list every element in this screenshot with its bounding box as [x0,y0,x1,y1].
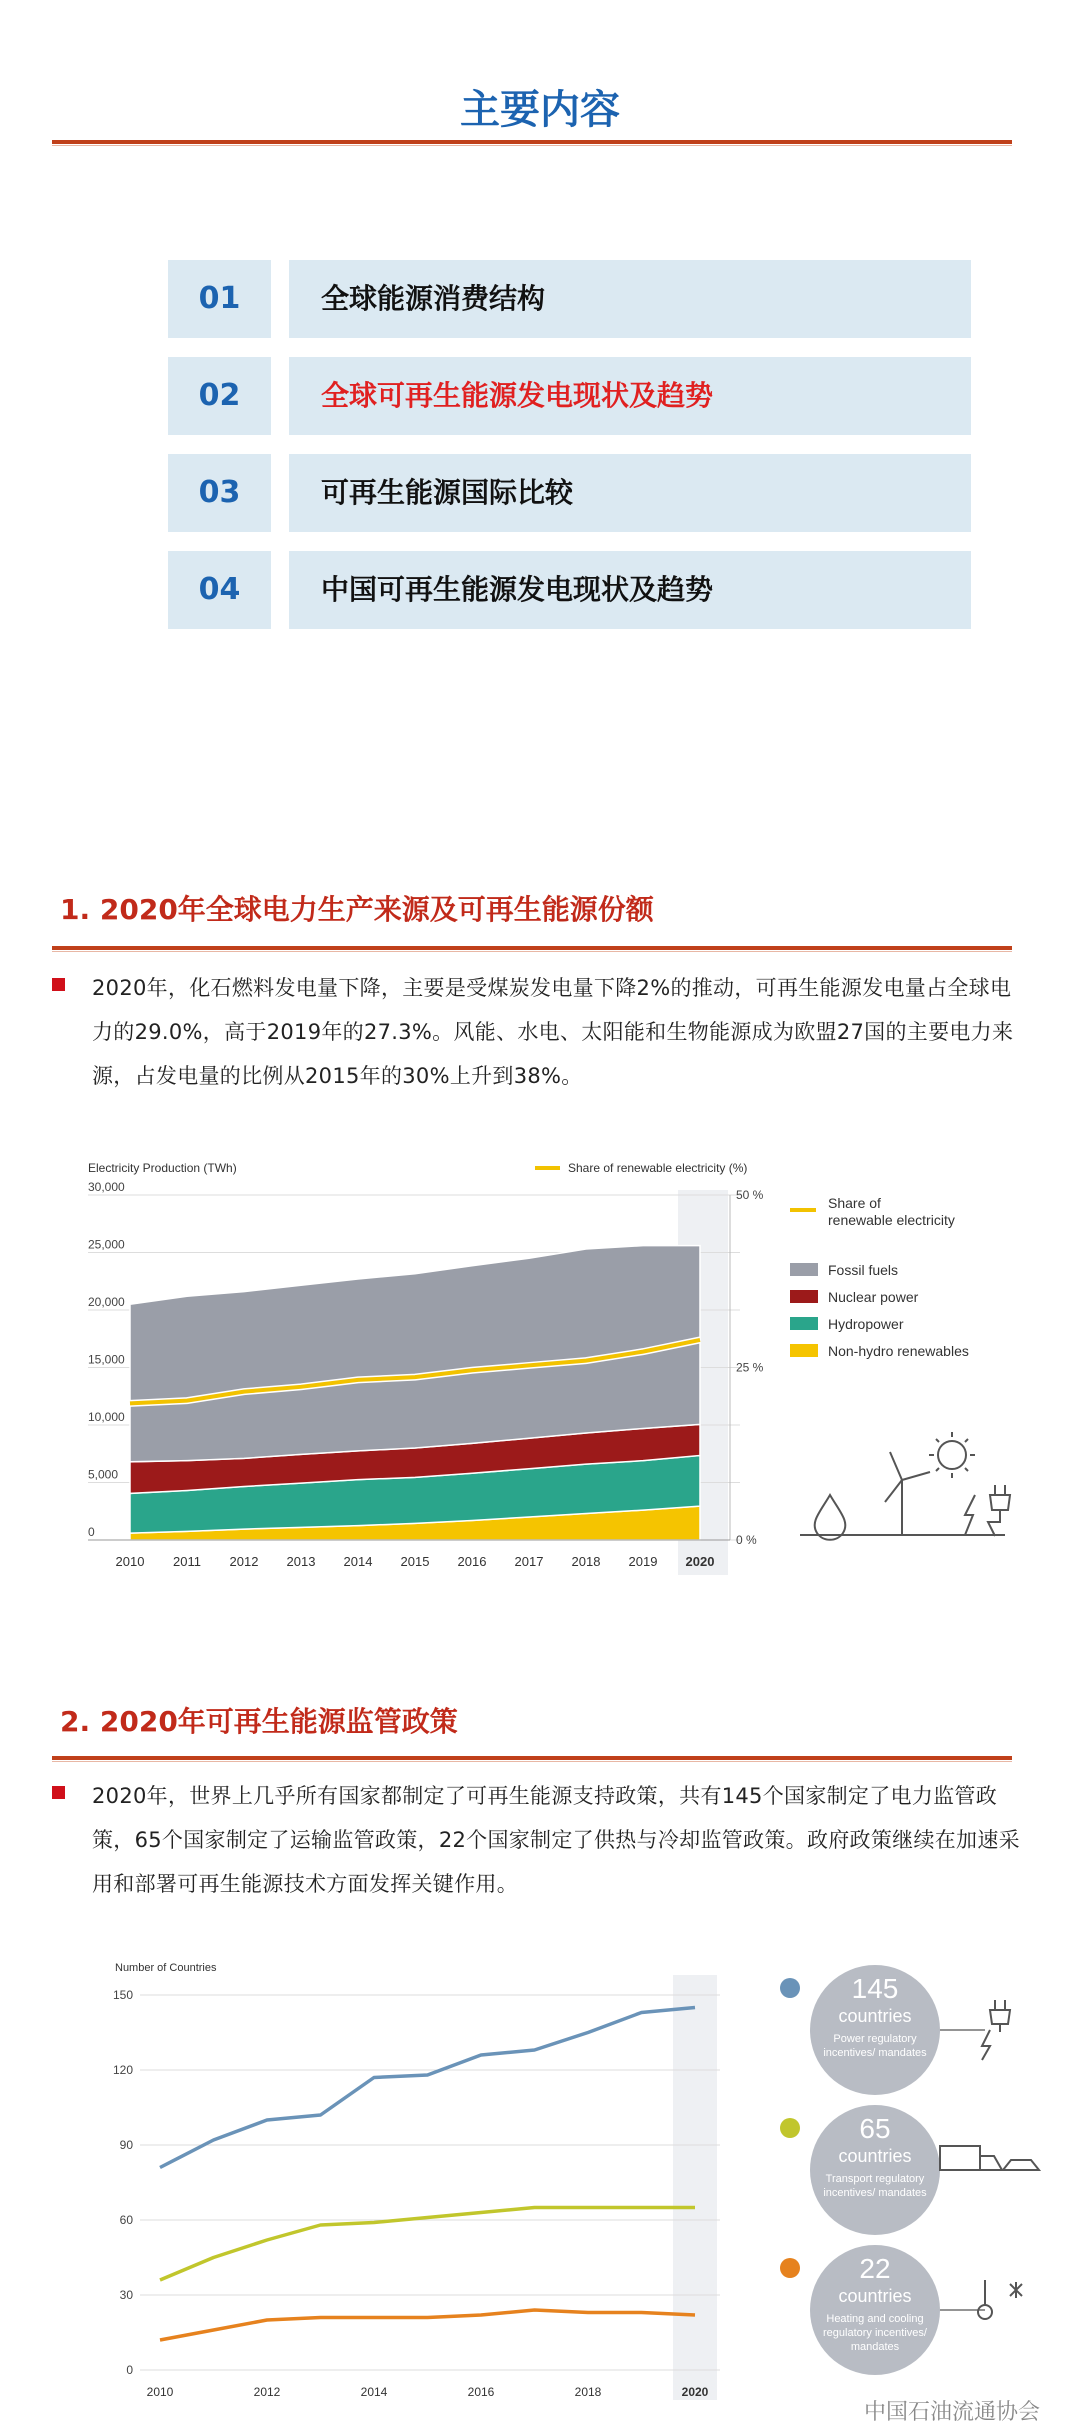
x-tick-label: 2016 [467,2385,495,2399]
x-tick-label: 2014 [360,2385,388,2399]
legend-swatch [790,1317,818,1330]
highlight-band-2020 [673,1975,717,2400]
callout-number: 145 [851,1973,899,2004]
legend-label: Hydropower [828,1316,904,1332]
line-transport [160,2208,695,2281]
toc-number: 04 [168,551,271,629]
y-tick-label: 150 [112,1988,133,2002]
callout-color-dot [780,2118,800,2138]
section-1-title: 1. 2020年全球电力生产来源及可再生能源份额 [60,893,654,926]
y-tick-label: 25,000 [88,1237,125,1252]
legend-label: Share of [828,1195,881,1211]
y2-tick-label: 25 % [736,1360,764,1375]
callout-text: incentives/ mandates [823,2187,927,2199]
toc-item-02[interactable] [168,357,971,435]
legend-swatch [790,1263,818,1276]
y-tick-label: 90 [119,2138,133,2152]
y2-tick-label: 0 % [736,1533,757,1547]
x-tick-label: 2012 [253,2385,281,2399]
watermark: 中国石油流通协会 [863,2400,1040,2425]
x-tick-label: 2013 [286,1554,316,1569]
y-tick-label: 5,000 [88,1467,119,1482]
toc-label: 中国可再生能源发电现状及趋势 [289,551,971,629]
legend-top-label: Share of renewable electricity (%) [568,1161,748,1175]
line-power [160,2008,695,2168]
toc-label: 可再生能源国际比较 [289,454,971,532]
y-tick-label: 0 [88,1525,95,1539]
plug-icon [982,2000,1010,2060]
x-tick-label: 2015 [400,1554,430,1569]
y-tick-label: 10,000 [88,1410,125,1424]
x-tick-label: 2020 [681,2385,709,2399]
y-tick-label: 120 [112,2063,133,2077]
section-1-paragraph: 2020年，化石燃料发电量下降，主要是受煤炭发电量下降2%的推动，可再生能源发电量占全球电力的29.0%，高于2019年的27.3%。风能、水电、太阳能和生物能源成为欧盟27国的主要电力来源，占发电量的比例从2015年的30%上升到38%。 [92,976,1014,1088]
y-tick-label: 30,000 [88,1180,125,1194]
regulatory-policy-chart [40,1945,1050,2415]
callout-number: 22 [859,2253,891,2284]
wind-turbine-blades-icon [885,1452,930,1502]
x-tick-label: 2016 [457,1554,487,1569]
callout-text: Heating and cooling [826,2313,924,2325]
callout-text: Power regulatory [833,2033,917,2045]
x-tick-label: 2020 [685,1554,715,1569]
y-tick-label: 30 [119,2288,133,2302]
thermometer-snowflake-icon [978,2280,1022,2319]
toc-item-04[interactable] [168,551,971,629]
toc-item-03[interactable] [168,454,971,532]
x-tick-label: 2012 [229,1554,259,1569]
section-2-divider [52,1756,1012,1760]
y-axis-label: Electricity Production (TWh) [88,1161,237,1175]
y-tick-label: 60 [119,2213,133,2227]
section-1-divider [52,946,1012,950]
toc-label: 全球能源消费结构 [289,260,971,338]
y-tick-label: 20,000 [88,1295,125,1309]
callout-unit: countries [838,2146,912,2166]
sun-icon [938,1441,966,1469]
callout-text: incentives/ mandates [823,2047,927,2059]
electricity-production-chart [40,1150,1050,1590]
bullet-square [52,978,65,991]
callout-text: mandates [850,2341,900,2353]
x-tick-label: 2018 [571,1554,601,1569]
callout-text: Transport regulatory [825,2173,925,2185]
y-tick-label: 15,000 [88,1352,125,1367]
x-tick-label: 2011 [173,1554,201,1569]
callout-unit: countries [838,2006,912,2026]
bullet-square [52,1786,65,1799]
section-2-paragraph: 2020年，世界上几乎所有国家都制定了可再生能源支持政策，共有145个国家制定了电力监管政策，65个国家制定了运输监管政策，22个国家制定了供热与冷却监管政策。政府政策继续在加速采用和部署可再生能源技术方面发挥关键作用。 [92,1784,1020,1896]
sun-rays-icon [929,1432,975,1478]
toc-label-active: 全球可再生能源发电现状及趋势 [289,357,971,435]
water-drop-icon [815,1495,846,1540]
x-tick-label: 2010 [146,2385,174,2399]
legend-swatch [790,1344,818,1357]
toc-number: 03 [168,454,271,532]
toc-number: 02 [168,357,271,435]
x-tick-label: 2010 [115,1554,145,1569]
y2-tick-label: 50 % [736,1188,764,1202]
toc-item-01[interactable] [168,260,971,338]
page-title: 主要内容 [460,87,620,133]
plug-icon [988,1485,1010,1536]
toc-number: 01 [168,260,271,338]
chart-1-svg [40,1150,1050,1590]
x-tick-label: 2014 [343,1554,373,1569]
legend-label: renewable electricity [828,1212,955,1228]
lightning-icon [965,1495,975,1535]
callout-color-dot [780,2258,800,2278]
callout-number: 65 [859,2113,891,2144]
callout-color-dot [780,1978,800,1998]
legend-label: Nuclear power [828,1289,919,1305]
legend-label: Fossil fuels [828,1262,899,1278]
callout-text: regulatory incentives/ [823,2327,927,2339]
x-tick-label: 2017 [514,1554,544,1569]
y-tick-label: 0 [126,2363,133,2377]
section-2-title: 2. 2020年可再生能源监管政策 [60,1705,458,1738]
legend-label: Non-hydro renewables [828,1343,969,1359]
x-tick-label: 2019 [628,1554,658,1569]
title-divider [52,140,1012,144]
vehicles-icon [940,2146,1039,2170]
y-axis-label: Number of Countries [115,1962,217,1974]
chart-2-svg [40,1945,1050,2415]
x-tick-label: 2018 [574,2385,602,2399]
callout-unit: countries [838,2286,912,2306]
energy-icons [800,1432,1010,1540]
legend-swatch [790,1290,818,1303]
line-heating [160,2310,695,2340]
